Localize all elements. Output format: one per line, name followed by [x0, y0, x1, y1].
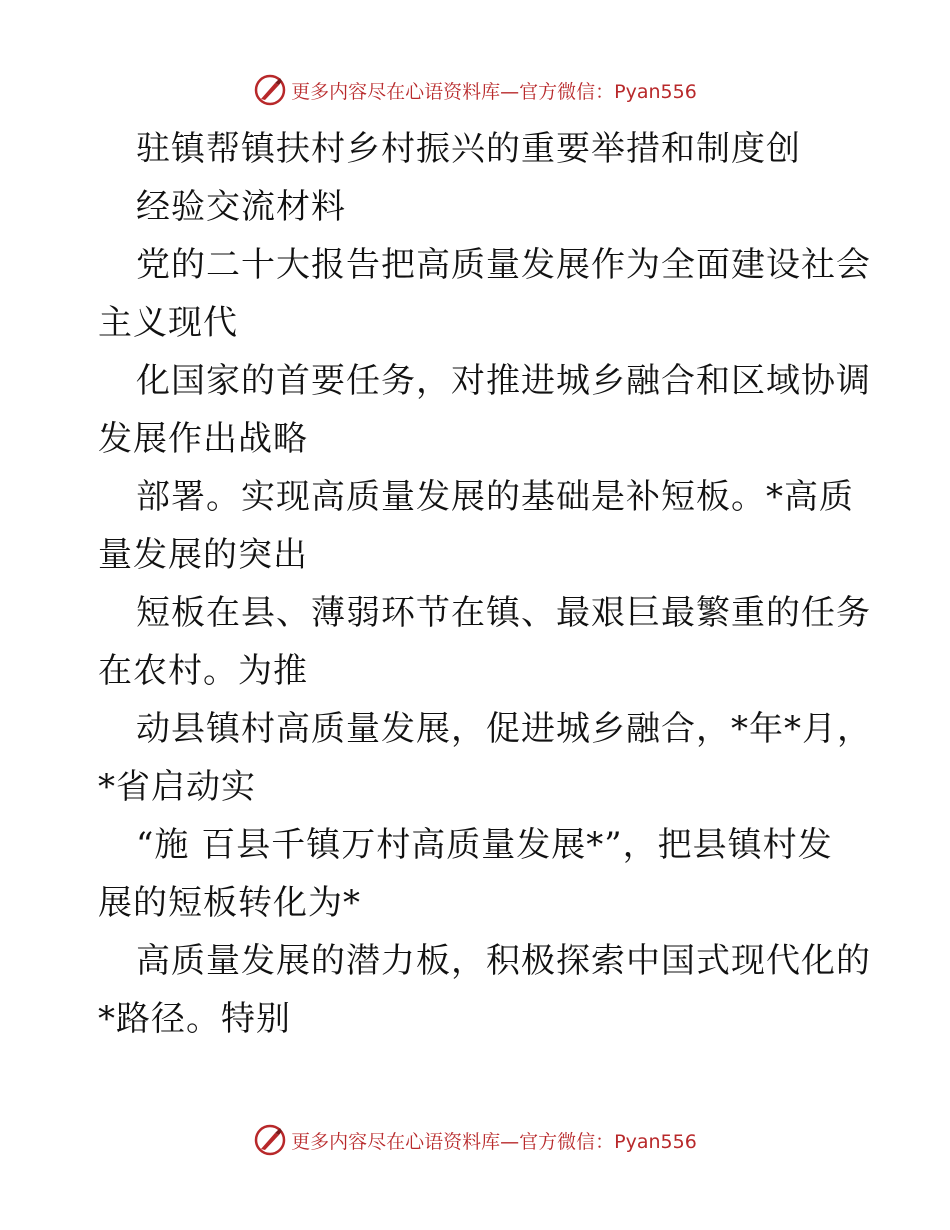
doc-line: 部署。实现高质量发展的基础是补短板。*高质 — [136, 477, 854, 517]
doc-line: 发展作出战略 — [98, 419, 308, 459]
quill-pen-icon — [253, 73, 287, 107]
footer-banner-text: 更多内容尽在心语资料库—官方微信：Pyan556 — [291, 1130, 697, 1153]
doc-line: 化国家的首要任务，对推进城乡融合和区域协调 — [136, 361, 871, 401]
header-banner-text: 更多内容尽在心语资料库—官方微信：Pyan556 — [291, 80, 697, 103]
doc-line: 党的二十大报告把高质量发展作为全面建设社会 — [136, 245, 871, 285]
doc-line: 主义现代 — [98, 303, 238, 343]
doc-line: *路径。特别 — [98, 999, 291, 1039]
header-watermark-banner — [0, 70, 950, 110]
doc-line: 展的短板转化为* — [98, 883, 361, 923]
footer-watermark-banner — [0, 1120, 950, 1160]
doc-line: 经验交流材料 — [136, 187, 346, 227]
doc-line: 动县镇村高质量发展，促进城乡融合，*年*月， — [136, 709, 872, 749]
doc-line: 短板在县、薄弱环节在镇、最艰巨最繁重的任务 — [136, 593, 871, 633]
doc-line: 高质量发展的潜力板，积极探索中国式现代化的 — [136, 941, 871, 981]
doc-line: 驻镇帮镇扶村乡村振兴的重要举措和制度创 — [136, 129, 801, 169]
quill-pen-icon — [253, 1123, 287, 1157]
doc-line: “施 百县千镇万村高质量发展*”，把县镇村发 — [136, 825, 833, 865]
document-body — [98, 120, 872, 1048]
doc-line: *省启动实 — [98, 767, 256, 807]
doc-line: 在农村。为推 — [98, 651, 308, 691]
doc-line: 量发展的突出 — [98, 535, 308, 575]
